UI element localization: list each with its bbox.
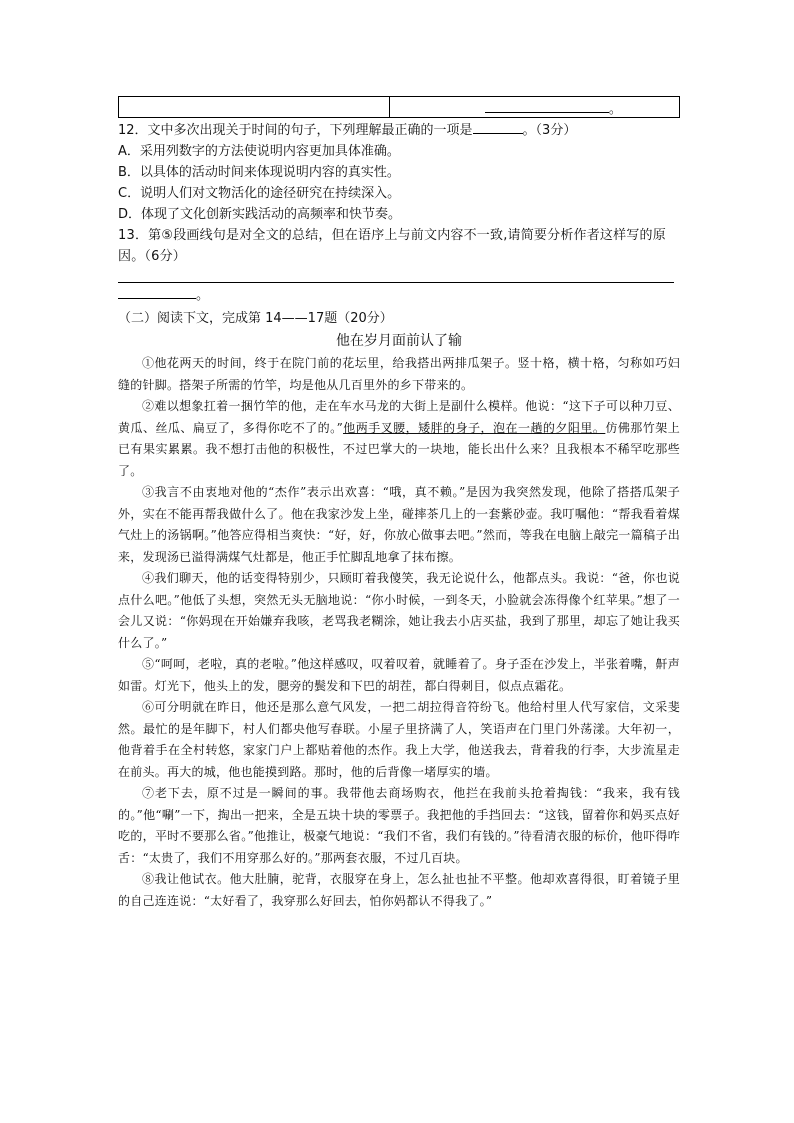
question-12-text: 12．文中多次出现关于时间的句子，下列理解最正确的一项是: [118, 123, 473, 138]
question-12-blank[interactable]: [473, 120, 523, 134]
paragraph-2-text-b: 仿佛那竹架上已有果实累累。我不想打击他的积极性，不过巴掌大的一块地，能长出什么来？且我根本不稀罕吃那些了。: [118, 420, 680, 478]
paragraph-4: ④我们聊天，他的话变得特别少，只顾盯着我傻笑，我无论说什么，他都点头。我说：“爸，你也说点什么吧。”他低了头想，突然无头无脑地说：“你小时候，一到冬天，小脸就会冻得像个红苹果。”想了一会儿又说：“你妈现在开始嫌弃我咳，老骂我老糊涂，她让我去小店买盐，我到了那里，却忘了她让我买什么了。”: [118, 571, 680, 650]
paragraph-3: ③我言不由衷地对他的“杰作”表示出欢喜：“哦，真不赖。”是因为我突然发现，他除了搭搭瓜架子外，实在不能再帮我做什么了。他在我家沙发上坐，碰摔茶几上的一套紫砂壶。我叮嘱他：“帮我看着煤气灶上的汤锅啊。”他答应得相当爽快：“好，好，你放心做事去吧。”然而，等我在电脑上敲完一篇稿子出来，发现汤已溢得满煤气灶都是，他正手忙脚乱地拿了抹布擦。: [118, 485, 680, 564]
table-row: [119, 97, 680, 118]
section-heading: （二）阅读下文，完成第 14——17题（20分）: [118, 311, 393, 326]
paragraph-6: ⑥可分明就在昨日，他还是那么意气风发，一把二胡拉得音符纷飞。他给村里人代写家信，文采斐然。最忙的是年脚下，村人们都央他写春联。小屋子里挤满了人，笑语声在门里门外荡漾。大年初一，他背着手在全村转悠，家家门户上都贴着他的杰作。我上大学，他送我去，背着我的行李，大步流星走在前头。再大的城，他也能摸到路。那时，他的后背像一堵厚实的墙。: [118, 700, 680, 779]
question-12-option-c[interactable]: C．说明人们对文物活化的途径研究在持续深入。: [118, 186, 401, 201]
question-13-end-mark: 。: [196, 288, 210, 303]
paragraph-5: ⑤“呵呵，老啦，真的老啦。”他这样感叹，叹着叹着，就睡着了。身子歪在沙发上，半张着嘴，鼾声如雷。灯光下，他头上的发，腮旁的鬓发和下巴的胡茬，都白得刺目，似点点霜花。: [118, 657, 680, 693]
question-13-answer-end: [118, 285, 680, 305]
question-12-option-b[interactable]: B．以具体的活动时间来体现说明内容的真实性。: [118, 165, 400, 180]
paragraph-7: ⑦老下去，原不过是一瞬间的事。我带他去商场购衣，他拦在我前头抢着掏钱：“我来，我有钱的。”他“唰”一下，掏出一把来，全是五块十块的零票子。我把他的手挡回去：“这钱，留着你和妈买点好吃的，平时不要那么省。”他推让，极豪气地说：“我们不省，我们有钱的。”待看清衣服的标价，他吓得咋舌：“太贵了，我们不用穿那么好的。”那两套衣服，不过几百块。: [118, 786, 680, 865]
question-12-points: 。（3分）: [522, 123, 577, 138]
paragraph-8: ⑧我让他试衣。他大肚腩，驼背，衣服穿在身上，怎么扯也扯不平整。他却欢喜得很，盯着镜子里的自己连连说：“太好看了，我穿那么好回去，怕你妈都认不得我了。”: [118, 872, 680, 908]
paragraph-2-text-a: ②难以想象扛着一捆竹竿的他，走在车水马龙的大街上是副什么模样。他说：“这下子可以种刀豆、黄瓜、丝瓜、扁豆了，多得你吃不了的。”: [118, 399, 680, 435]
paragraph-1: ①他花两天的时间，终于在院门前的花坛里，给我搭出两排瓜架子。竖十格，横十格，匀称如巧妇缝的针脚。搭架子所需的竹竿，均是他从几百里外的乡下带来的。: [118, 356, 680, 392]
paragraph-2: [118, 396, 680, 482]
page: [118, 96, 680, 912]
answer-blank[interactable]: [485, 99, 609, 113]
question-13-answer-blank[interactable]: [118, 285, 196, 299]
article-title: 他在岁月面前认了输: [336, 333, 462, 349]
table-cell-left[interactable]: [119, 97, 390, 118]
question-13-stem: 13．第⑤段画线句是对全文的总结，但在语序上与前文内容不一致,请简要分析作者这样写的原因。（6分）: [118, 228, 666, 264]
question-13-answer-line[interactable]: [118, 269, 674, 283]
table-cell-right[interactable]: [390, 97, 680, 118]
question-12-option-a[interactable]: A．采用列数字的方法使说明内容更加具体准确。: [118, 144, 400, 159]
question-12-option-d[interactable]: D．体现了文化创新实践活动的高频率和快节奏。: [118, 207, 402, 222]
paragraph-2-underlined-sentence: 他两手叉腰，矮胖的身子，泡在一趟的夕阳里。: [343, 420, 606, 435]
question-12-stem: [118, 120, 680, 141]
answer-table: [118, 96, 680, 118]
table-cell-suffix: 。: [608, 101, 622, 117]
